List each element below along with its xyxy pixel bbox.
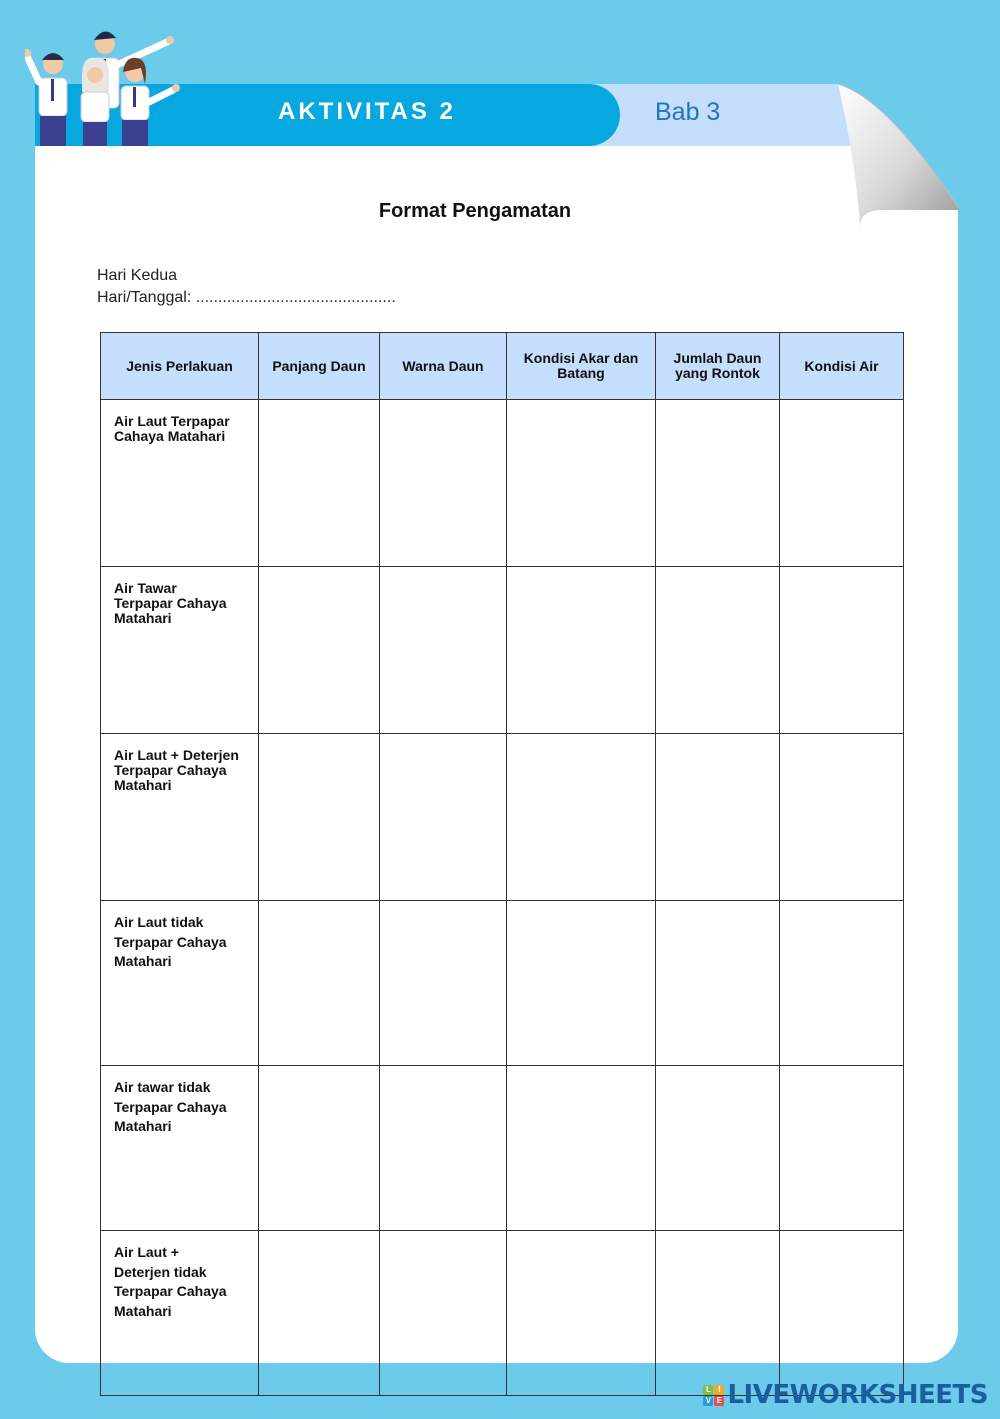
input-cell[interactable] bbox=[259, 400, 380, 567]
input-cell[interactable] bbox=[259, 734, 380, 901]
activity-label: AKTIVITAS 2 bbox=[278, 98, 456, 125]
watermark-text: LIVEWORKSHEETS bbox=[727, 1380, 988, 1410]
input-cell[interactable] bbox=[507, 567, 656, 734]
input-cell[interactable] bbox=[507, 1066, 656, 1231]
input-cell[interactable] bbox=[380, 734, 507, 901]
input-cell[interactable] bbox=[259, 901, 380, 1066]
input-cell[interactable] bbox=[380, 567, 507, 734]
input-cell[interactable] bbox=[656, 901, 780, 1066]
input-cell[interactable] bbox=[380, 1066, 507, 1231]
input-cell[interactable] bbox=[656, 1066, 780, 1231]
column-header: Kondisi Air bbox=[780, 333, 904, 400]
input-cell[interactable] bbox=[780, 734, 904, 901]
treatment-label: Air tawar tidak Terpapar Cahaya Matahari bbox=[101, 1066, 259, 1231]
liveworksheets-logo-icon: L I V E bbox=[703, 1385, 724, 1406]
column-header: Jumlah Daun yang Rontok bbox=[656, 333, 780, 400]
input-cell[interactable] bbox=[259, 1231, 380, 1396]
treatment-label: Air Laut + Deterjen tidak Terpapar Cahaya Matahari bbox=[101, 1231, 259, 1396]
table-header-row bbox=[101, 333, 904, 400]
input-cell[interactable] bbox=[259, 567, 380, 734]
observation-table bbox=[100, 332, 904, 1396]
input-cell[interactable] bbox=[507, 1231, 656, 1396]
students-illustration bbox=[25, 22, 185, 146]
input-cell[interactable] bbox=[259, 1066, 380, 1231]
treatment-label: Air Laut Terpapar Cahaya Matahari bbox=[101, 400, 259, 567]
input-cell[interactable] bbox=[656, 1231, 780, 1396]
treatment-label: Air Laut + Deterjen Terpapar Cahaya Matahari bbox=[101, 734, 259, 901]
input-cell[interactable] bbox=[780, 901, 904, 1066]
table-row bbox=[101, 1066, 904, 1231]
input-cell[interactable] bbox=[656, 567, 780, 734]
input-cell[interactable] bbox=[380, 901, 507, 1066]
input-cell[interactable] bbox=[507, 901, 656, 1066]
table-row bbox=[101, 734, 904, 901]
input-cell[interactable] bbox=[380, 1231, 507, 1396]
input-cell[interactable] bbox=[656, 734, 780, 901]
table-row bbox=[101, 567, 904, 734]
table-row bbox=[101, 1231, 904, 1396]
column-header: Jenis Perlakuan bbox=[101, 333, 259, 400]
column-header: Panjang Daun bbox=[259, 333, 380, 400]
liveworksheets-watermark bbox=[703, 1378, 988, 1412]
column-header: Kondisi Akar dan Batang bbox=[507, 333, 656, 400]
treatment-label: Air Laut tidak Terpapar Cahaya Matahari bbox=[101, 901, 259, 1066]
chapter-label: Bab 3 bbox=[655, 98, 721, 126]
input-cell[interactable] bbox=[780, 1231, 904, 1396]
date-field: Hari/Tanggal: ............................................. bbox=[97, 289, 396, 306]
input-cell[interactable] bbox=[780, 1066, 904, 1231]
input-cell[interactable] bbox=[656, 400, 780, 567]
table-row bbox=[101, 400, 904, 567]
column-header: Warna Daun bbox=[380, 333, 507, 400]
input-cell[interactable] bbox=[507, 734, 656, 901]
page-title: Format Pengamatan bbox=[378, 200, 572, 222]
treatment-label: Air Tawar Terpapar Cahaya Matahari bbox=[101, 567, 259, 734]
table-row bbox=[101, 901, 904, 1066]
day-label: Hari Kedua bbox=[97, 267, 178, 284]
input-cell[interactable] bbox=[380, 400, 507, 567]
input-cell[interactable] bbox=[507, 400, 656, 567]
input-cell[interactable] bbox=[780, 567, 904, 734]
input-cell[interactable] bbox=[780, 400, 904, 567]
